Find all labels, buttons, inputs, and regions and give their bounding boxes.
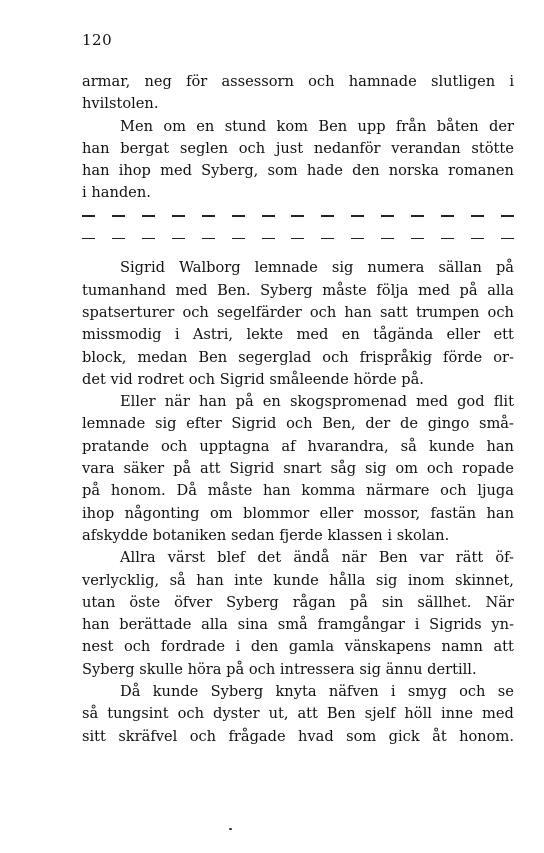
word: satt — [379, 303, 408, 321]
word: så — [169, 571, 186, 589]
word: ljuga — [477, 482, 514, 500]
word: sina — [237, 616, 268, 634]
word: just — [275, 139, 304, 157]
word: värst — [167, 549, 205, 567]
word: ändå — [293, 549, 330, 567]
word: afskydde — [82, 526, 148, 544]
word: hade — [306, 162, 343, 180]
word: han — [82, 139, 110, 157]
dash-mark — [381, 238, 394, 239]
text-line — [82, 703, 514, 725]
word: Sigrid — [120, 259, 165, 277]
word: på. — [401, 370, 424, 388]
word: höra — [187, 660, 222, 678]
word: vid — [110, 370, 133, 388]
word: Sigrid — [229, 460, 275, 478]
word: hålla — [329, 571, 366, 589]
word: med — [418, 281, 450, 299]
word: berättade — [119, 616, 192, 634]
word: hvad — [298, 727, 334, 745]
dash-mark — [351, 238, 364, 239]
word: god — [457, 393, 485, 411]
word: och — [189, 727, 217, 745]
word: tungsint — [107, 705, 169, 723]
word: skolan. — [396, 526, 450, 544]
text-line — [82, 160, 514, 182]
word: i — [390, 683, 396, 701]
text-line — [82, 681, 514, 703]
word: flit — [493, 393, 514, 411]
word: när — [341, 549, 367, 567]
word: med — [160, 162, 192, 180]
word: det — [257, 549, 282, 567]
word: lekte — [246, 326, 284, 344]
word: Då — [176, 482, 197, 500]
text-line — [82, 614, 514, 636]
word: och — [308, 73, 335, 90]
dash-mark — [321, 215, 334, 216]
word: knyta — [275, 683, 317, 701]
word: hvarandra, — [307, 437, 389, 455]
word: Då — [120, 683, 141, 701]
dash-mark — [441, 215, 454, 216]
word: ropade — [462, 460, 514, 478]
text-line — [82, 257, 514, 279]
word: kunde — [152, 683, 199, 701]
word: rätt — [455, 549, 484, 567]
text-line — [82, 458, 514, 480]
word: det — [82, 370, 106, 388]
section-spacer — [82, 249, 514, 257]
word: hamnade — [348, 73, 417, 90]
word: gick — [388, 727, 420, 745]
ink-speck — [229, 828, 232, 830]
word: pratande — [82, 437, 149, 455]
word: Ben — [198, 348, 228, 366]
dash-mark — [471, 238, 484, 239]
text-line — [82, 324, 514, 346]
word: missmodig — [82, 326, 162, 344]
text-line — [82, 503, 514, 525]
word: stötte — [471, 139, 514, 157]
word: assessorn — [221, 73, 294, 90]
section-break-dashes — [82, 227, 514, 249]
word: en — [341, 326, 360, 344]
word: komma — [301, 482, 356, 500]
word: med — [296, 326, 329, 344]
word: öf- — [495, 549, 514, 567]
dash-mark — [411, 238, 424, 239]
word: af — [281, 437, 296, 455]
dash-mark — [501, 215, 514, 216]
word: om — [395, 460, 418, 478]
word: att — [493, 638, 514, 656]
word: i — [82, 184, 87, 202]
word: efter — [186, 415, 222, 433]
word: segelfärder — [216, 303, 302, 321]
word: såg — [330, 460, 357, 478]
word: Sigrid — [219, 370, 265, 388]
word: och — [188, 370, 216, 388]
word: Ben. — [217, 281, 251, 299]
word: slutligen — [430, 73, 496, 90]
word: Syberg, — [201, 162, 259, 180]
body-text — [82, 71, 514, 748]
word: segerglad — [238, 348, 312, 366]
dash-mark — [202, 238, 215, 239]
word: och — [426, 460, 454, 478]
word: norska — [388, 162, 439, 180]
word: Allra — [120, 549, 156, 567]
word: följa — [376, 281, 409, 299]
word: trumpen — [415, 303, 480, 321]
word: en — [262, 393, 281, 411]
word: med — [416, 393, 448, 411]
word: alla — [487, 281, 514, 299]
word: från — [395, 117, 427, 135]
word: fastän — [430, 504, 477, 522]
word: honom. — [459, 727, 514, 745]
word: han — [344, 303, 372, 321]
word: i — [387, 526, 393, 544]
word: han — [82, 162, 110, 180]
word: båten — [436, 117, 479, 135]
word: och — [309, 303, 337, 321]
word: Eller — [120, 393, 156, 411]
word: kom — [276, 117, 308, 135]
text-line — [82, 726, 514, 748]
word: nedanför — [313, 139, 381, 157]
word: Ben, — [322, 415, 356, 433]
word: på — [173, 460, 192, 478]
word: små — [277, 616, 308, 634]
text-line — [82, 347, 514, 369]
page-number: 120 — [82, 31, 113, 49]
word: der — [365, 415, 391, 433]
word: tågända — [373, 326, 434, 344]
word: sjelf — [364, 705, 396, 723]
word: seglen — [179, 139, 229, 157]
word: blommor — [243, 504, 310, 522]
word: och — [182, 303, 209, 321]
word: sig — [154, 415, 177, 433]
word: ett — [493, 326, 514, 344]
word: han — [198, 393, 227, 411]
word: sällan — [438, 259, 482, 277]
text-line — [82, 93, 514, 115]
word: och — [238, 139, 266, 157]
word: sig — [375, 571, 398, 589]
dash-mark — [82, 215, 95, 216]
word: lemnade — [82, 415, 146, 433]
word: öfver — [174, 593, 213, 611]
text-line — [82, 636, 514, 658]
word: inne — [440, 705, 474, 723]
word: sällhet. — [417, 593, 472, 611]
dash-mark — [112, 238, 125, 239]
word: och — [487, 303, 514, 321]
word: smyg — [407, 683, 447, 701]
word: alla — [201, 616, 228, 634]
word: Men — [120, 117, 153, 135]
dash-mark — [501, 238, 514, 239]
word: på — [495, 259, 514, 277]
word: upp — [357, 117, 386, 135]
word: stund — [224, 117, 267, 135]
word: Syberg — [226, 593, 279, 611]
word: näfven — [328, 683, 379, 701]
dash-mark — [82, 238, 95, 239]
text-line — [82, 525, 514, 547]
word: så — [82, 705, 99, 723]
word: om — [209, 504, 233, 522]
word: att — [297, 705, 318, 723]
word: och — [160, 437, 188, 455]
word: småleende — [269, 370, 349, 388]
text-line — [82, 369, 514, 391]
text-line — [82, 71, 514, 93]
dash-mark — [321, 238, 334, 239]
word: att — [200, 460, 221, 478]
word: ihop — [118, 162, 151, 180]
text-line — [82, 547, 514, 569]
word: upptagna — [199, 437, 270, 455]
word: små- — [478, 415, 514, 433]
word: frispråkig — [359, 348, 433, 366]
word: på — [82, 482, 101, 500]
text-line — [82, 480, 514, 502]
word: och — [123, 638, 151, 656]
word: Syberg — [210, 683, 264, 701]
dash-mark — [441, 238, 454, 239]
word: snart — [283, 460, 322, 478]
dash-mark — [262, 238, 275, 239]
word: säker — [123, 460, 165, 478]
word: på — [235, 393, 254, 411]
word: block, — [82, 348, 127, 366]
word: numera — [367, 259, 425, 277]
dash-mark — [172, 215, 185, 216]
word: och — [440, 482, 467, 500]
word: och — [286, 415, 313, 433]
word: som — [346, 727, 377, 745]
word: fjerde — [279, 526, 323, 544]
word: gingo — [427, 415, 470, 433]
word: ihop — [82, 504, 115, 522]
word: i — [235, 638, 241, 656]
text-line — [82, 570, 514, 592]
word: sedan — [230, 526, 275, 544]
word: i — [174, 326, 180, 344]
text-line — [82, 182, 514, 204]
word: honom. — [110, 482, 166, 500]
word: sig — [331, 259, 354, 277]
word: inte — [234, 571, 263, 589]
word: or- — [493, 348, 514, 366]
text-line — [82, 659, 514, 681]
word: handen. — [91, 184, 151, 202]
word: med — [482, 705, 514, 723]
word: verandan — [391, 139, 461, 157]
text-line — [82, 116, 514, 138]
word: förde — [443, 348, 483, 366]
word: Ben — [318, 117, 348, 135]
word: tumanhand — [82, 281, 167, 299]
word: och — [248, 660, 276, 678]
dash-mark — [142, 215, 155, 216]
word: den — [352, 162, 380, 180]
word: på — [349, 593, 368, 611]
dash-mark — [202, 215, 215, 216]
word: han — [486, 437, 514, 455]
word: och — [459, 683, 486, 701]
dash-mark — [351, 215, 364, 216]
word: någonting — [124, 504, 200, 522]
word: ännu — [385, 660, 423, 678]
word: Walborg — [179, 259, 241, 277]
word: Astri, — [192, 326, 234, 344]
dash-mark — [112, 215, 125, 216]
word: han — [196, 571, 224, 589]
word: måste — [322, 281, 367, 299]
word: dyster — [213, 705, 260, 723]
word: dertill. — [427, 660, 477, 678]
word: romanen — [448, 162, 514, 180]
word: frågade — [228, 727, 286, 745]
word: namn — [441, 638, 483, 656]
word: eller — [446, 326, 481, 344]
word: fordrade — [160, 638, 226, 656]
word: med — [175, 281, 208, 299]
word: nest — [82, 638, 114, 656]
word: han — [263, 482, 291, 500]
word: klassen — [327, 526, 383, 544]
dash-mark — [381, 215, 394, 216]
text-line — [82, 436, 514, 458]
word: rågan — [292, 593, 336, 611]
word: och — [177, 705, 204, 723]
word: sig — [364, 460, 387, 478]
word: han — [82, 616, 110, 634]
word: de — [400, 415, 418, 433]
word: var — [419, 549, 444, 567]
word: neg — [144, 73, 172, 90]
word: en — [196, 117, 215, 135]
word: Sigrid — [231, 415, 277, 433]
word: vara — [82, 460, 115, 478]
word: utan — [82, 593, 116, 611]
word: vänskapens — [344, 638, 431, 656]
dash-mark — [172, 238, 185, 239]
word: Syberg — [82, 660, 135, 678]
text-line — [82, 302, 514, 324]
word: framgångar — [317, 616, 405, 634]
word: höll — [404, 705, 432, 723]
word: sig — [359, 660, 381, 678]
word: kunde — [273, 571, 319, 589]
word: på — [459, 281, 478, 299]
word: hörde — [353, 370, 397, 388]
word: skinnet, — [454, 571, 514, 589]
word: bergat — [120, 139, 170, 157]
dash-mark — [232, 215, 245, 216]
text-line — [82, 391, 514, 413]
word: måste — [207, 482, 253, 500]
word: åt — [432, 727, 447, 745]
dash-mark — [291, 215, 304, 216]
word: medan — [137, 348, 188, 366]
word: ut, — [268, 705, 289, 723]
word: sin — [381, 593, 404, 611]
word: lemnade — [254, 259, 318, 277]
dash-mark — [471, 215, 484, 216]
word: rodret — [137, 370, 185, 388]
word: inom — [407, 571, 445, 589]
word: sitt — [82, 727, 106, 745]
word: botaniken — [152, 526, 227, 544]
text-line — [82, 413, 514, 435]
word: Syberg — [260, 281, 313, 299]
word: gamla — [288, 638, 335, 656]
word: intressera — [279, 660, 355, 678]
word: för — [186, 73, 208, 90]
dash-mark — [291, 238, 304, 239]
word: i — [414, 616, 420, 634]
word: se — [497, 683, 514, 701]
word: blef — [217, 549, 246, 567]
word: i — [509, 73, 514, 90]
dash-mark — [142, 238, 155, 239]
word: Sigrids — [429, 616, 482, 634]
dash-mark — [411, 215, 424, 216]
word: der — [489, 117, 514, 135]
word: Ben — [378, 549, 408, 567]
word: om — [163, 117, 186, 135]
word: skräfvel — [118, 727, 178, 745]
word: så — [400, 437, 417, 455]
word: mossor, — [363, 504, 421, 522]
dash-mark — [232, 238, 245, 239]
word: på — [226, 660, 245, 678]
word: kunde — [428, 437, 475, 455]
word: eller — [319, 504, 354, 522]
word: och — [322, 348, 349, 366]
word: den — [250, 638, 279, 656]
word: När — [485, 593, 514, 611]
word: som — [267, 162, 298, 180]
word: skogspromenad — [289, 393, 407, 411]
dash-mark — [262, 215, 275, 216]
word: närmare — [366, 482, 430, 500]
word: armar, — [82, 73, 131, 90]
word: yn- — [491, 616, 514, 634]
word: han — [486, 504, 514, 522]
word: spatserturer — [82, 303, 175, 321]
section-break-dashes — [82, 205, 514, 227]
text-line — [82, 138, 514, 160]
word: öste — [129, 593, 161, 611]
word: när — [164, 393, 190, 411]
text-line — [82, 280, 514, 302]
word: skulle — [139, 660, 183, 678]
text-line — [82, 592, 514, 614]
word: verlycklig, — [82, 571, 160, 589]
word: Ben — [326, 705, 356, 723]
word: hvilstolen. — [82, 95, 159, 113]
